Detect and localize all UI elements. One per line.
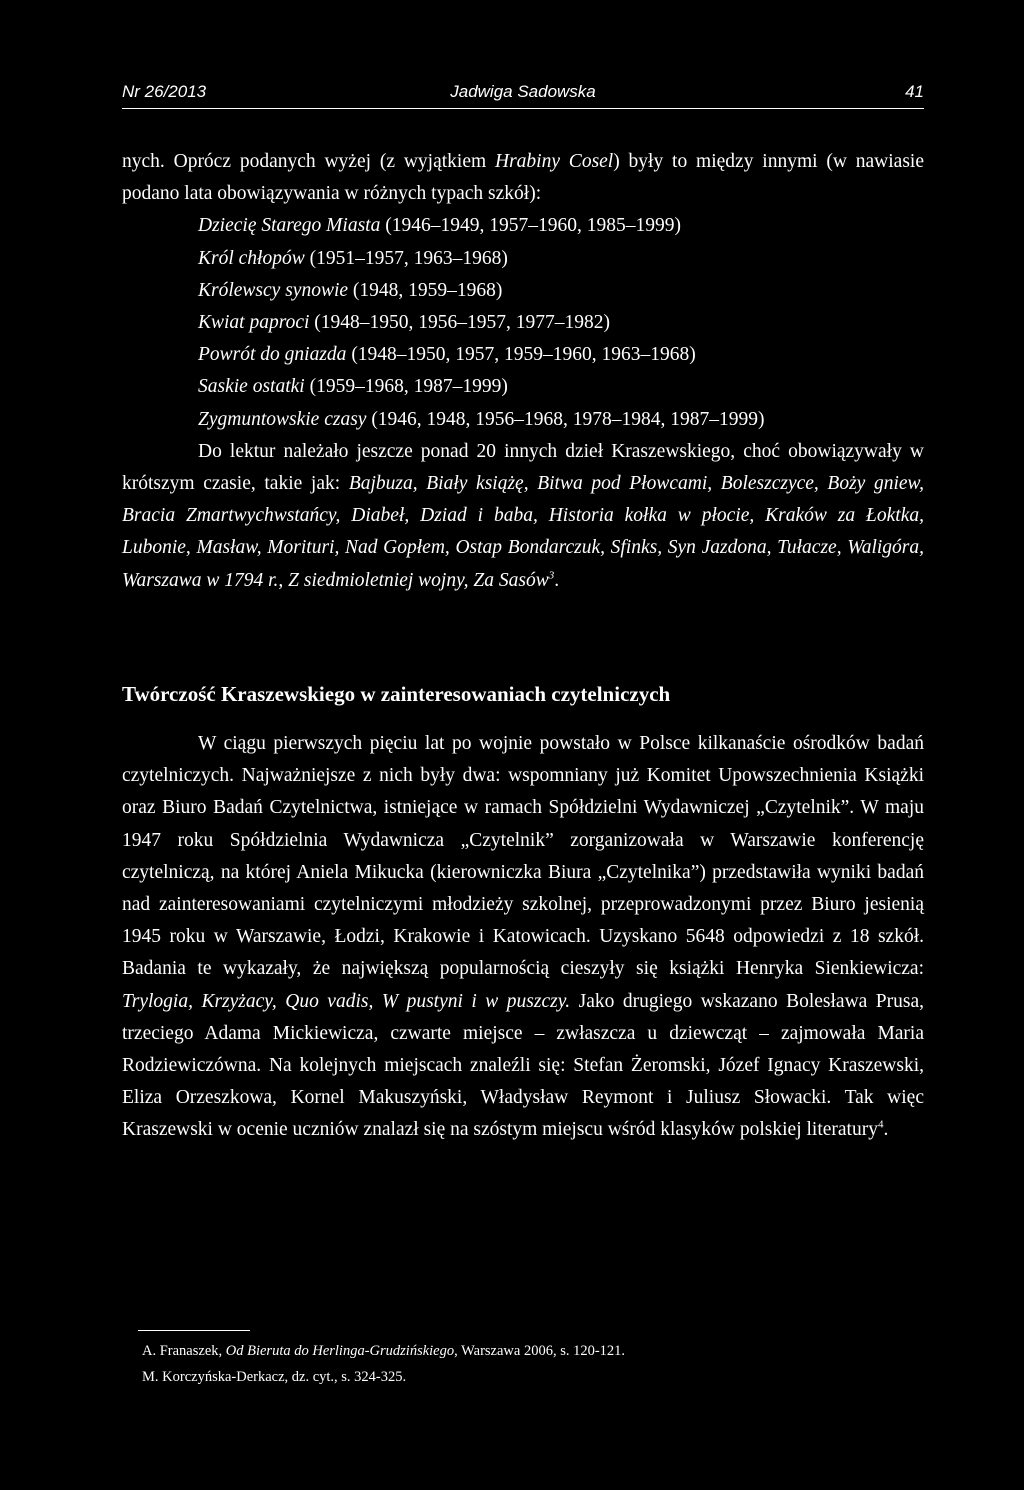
list-item: Kwiat paproci (1948–1950, 1956–1957, 1977–1982) — [198, 312, 611, 334]
list-item: Król chłopów (1951–1957, 1963–1968) — [198, 247, 508, 269]
main-text — [122, 146, 924, 597]
footnotes — [142, 1338, 625, 1390]
section-paragraph: W ciągu pierwszych pięciu lat po wojnie powstało w Polsce kilkanaście ośrodków badań czytelniczych. Najważniejsze z nich były dwa: wspomniany już Komitet Upowszechnienia Książki oraz Biuro Badań Czytelnictwa, istniejące w ramach Spółdzielni Wydawniczej „Czytelnik”. W maju 1947 roku Spółdzielnia Wydawnicza „Czytelnik” zorganizowała w Warszawie konferencję czytelniczą, na której Aniela Mikucka (kierowniczka Biura „Czytelnika”) przedstawiła wyniki badań nad zainteresowaniami czytelniczymi młodzieży szkolnej, przeprowadzonymi przez Biuro jesienią 1945 roku w Warszawie, Łodzi, Krakowie i Katowicach. Uzyskano 5648 odpowiedzi z 18 szkół. Badania te wykazały, że największą popularnością cieszyły się książki Henryka Sienkiewicza: Trylogia, Krzyżacy, Quo vadis, W pustyni i w puszczy. Jako drugiego wskazano Bolesława Prusa, trzeciego Adama Mickiewicza, czwarte miejsce – zwłaszcza u dziewcząt – zajmowała Maria Rodziewiczówna. Na kolejnych miejscach znaleźli się: Stefan Żeromski, Józef Ignacy Kraszewski, Eliza Orzeszkowa, Kornel Makuszyński, Władysław Reymont i Juliusz Słowacki. Tak więc Kraszewski w ocenie uczniów znalazł się na szóstym miejscu wśród klasyków polskiej literatury$^4$. — [122, 733, 924, 1141]
intro-paragraph: nych. Oprócz podanych wyżej (z wyjątkiem Hrabiny Cosel) były to między innymi (w nawiasie podano lata obowiązywania w różnych typach szkół): — [122, 151, 924, 205]
lektury-paragraph: Do lektur należało jeszcze ponad 20 innych dzieł Kraszewskiego, choć obowiązywały w krótszym czasie, takie jak: Bajbuza, Biały książę, Bitwa pod Płowcami, Boleszczyce, Boży gniew, Bracia Zmartwychwstańcy, Diabeł, Dziad i baba, Historia kołka w płocie, Kraków za Łoktka, Lubonie, Masław, Morituri, Nad Gopłem, Ostap Bondarczuk, Sfinks, Syn Jazdona, Tułacze, Waligóra, Warszawa w 1794 r., Z siedmioletniej wojny, Za Sasów$^3$. — [122, 440, 924, 591]
list-item: Saskie ostatki (1959–1968, 1987–1999) — [198, 376, 508, 398]
footnote-4: M. Korczyńska-Derkacz, dz. cyt., s. 324-325. — [142, 1369, 407, 1385]
list-item: Powrót do gniazda (1948–1950, 1957, 1959–1960, 1963–1968) — [198, 344, 696, 366]
list-item: Królewscy synowie (1948, 1959–1968) — [198, 279, 503, 301]
list-item: Zygmuntowskie czasy (1946, 1948, 1956–1968, 1978–1984, 1987–1999) — [198, 408, 765, 430]
works-list — [122, 210, 924, 435]
page-number: 41 — [905, 82, 924, 101]
running-header — [122, 82, 924, 109]
header-author: Jadwiga Sadowska — [450, 82, 596, 101]
footnote-3: A. Franaszek, Od Bieruta do Herlinga-Grudzińskiego, Warszawa 2006, s. 120-121. — [142, 1343, 626, 1359]
section-heading: Twórczość Kraszewskiego w zainteresowaniach czytelniczych — [122, 682, 671, 706]
issue-number: Nr 26/2013 — [122, 82, 207, 101]
footnote-divider — [138, 1330, 250, 1331]
footnote-ref-4: 4 — [877, 1118, 884, 1131]
list-item: Dziecię Starego Miasta (1946–1949, 1957–1960, 1985–1999) — [198, 215, 681, 237]
footnote-ref-3: 3 — [548, 569, 555, 582]
section-body — [122, 728, 924, 1147]
